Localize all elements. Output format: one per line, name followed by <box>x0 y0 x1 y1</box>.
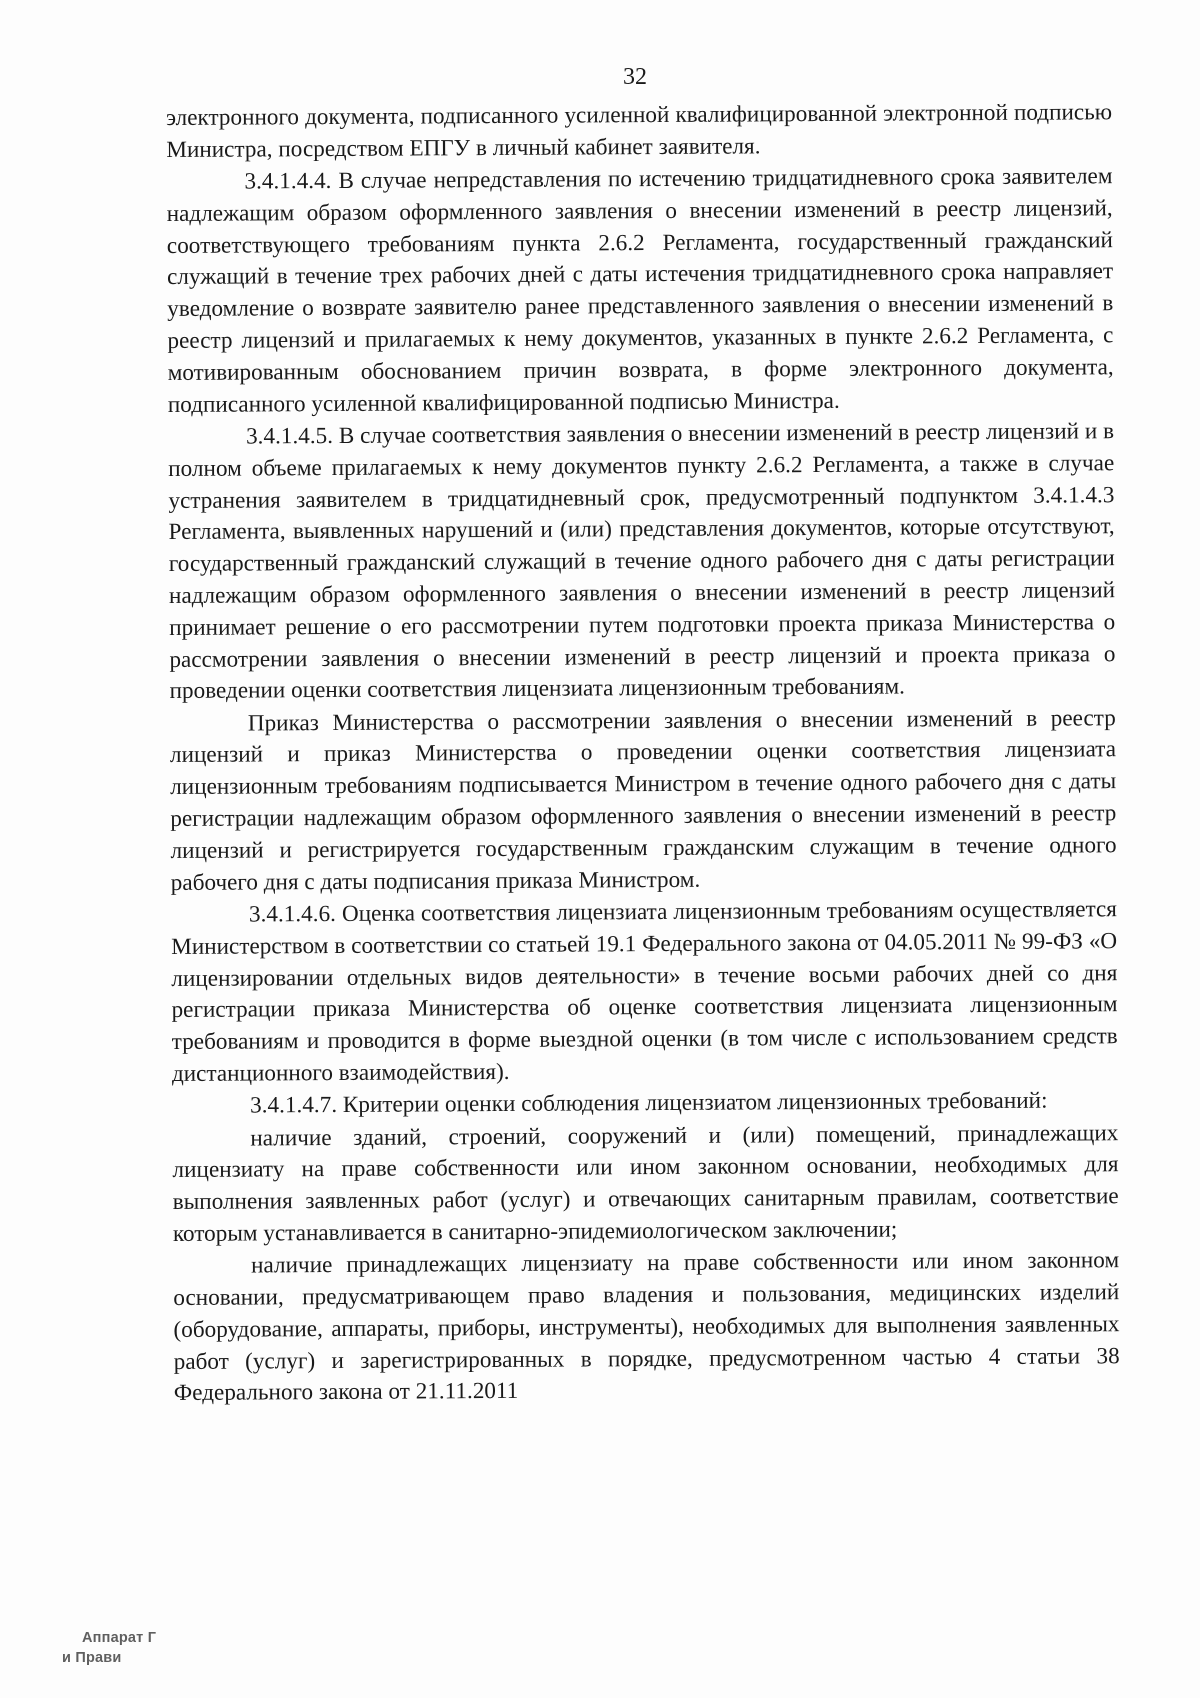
paragraph-criteria-buildings: наличие зданий, строений, сооружений и (или) помещений, принадлежащих лицензиату на праве собственности или ином законном основании, необходимых для выполнения заявленных работ (услуг) и отвечающих санитарным правилам, соответствие которым устанавливается в санитарно-эпидемиологическом заключении; <box>172 1119 1119 1247</box>
page-number: 32 <box>623 64 647 90</box>
paragraph-criteria-medical-devices: наличие принадлежащих лицензиату на праве собственности или ином законном основании, предусматривающем право владения и пользования, медицинских изделий (оборудование, аппараты, приборы, инструменты), необходимых для выполнения заявленных работ (услуг) и зарегистрированных в порядке, предусмотренном частью 4 статьи 38 Федерального закона от 21.11.2011 <box>173 1247 1120 1407</box>
paragraph-3-4-1-4-7: 3.4.1.4.7. Критерии оценки соблюдения лицензиатом лицензионных требований: <box>250 1087 1048 1119</box>
paragraph-order-signing: Приказ Министерства о рассмотрении заявления о внесении изменений в реестр лицензий и приказ Министерства о проведении оценки соответствия лицензиата лицензионным требованиям подписывается Министром в течение одного рабочего дня с даты регистрации надлежащим образом оформленного заявления о внесении изменений в реестр лицензий и регистрируется государственным гражданским служащим в течение одного рабочего дня с даты подписания приказа Министром. <box>169 704 1117 896</box>
document-body <box>166 97 1120 1410</box>
stamp-line-1: Аппарат Г <box>82 1630 157 1646</box>
paragraph-3-4-1-4-5: 3.4.1.4.5. В случае соответствия заявления о внесении изменений в реестр лицензий и в полном объеме прилагаемых к нему документов пункту 2.6.2 Регламента, а также в случае устранения заявителем в тридцатидневный срок, предусмотренный подпунктом 3.4.1.4.3 Регламента, выявленных нарушений и (или) представления документов, которые отсутствуют, государственный гражданский служащий в течение одного рабочего дня с даты регистрации надлежащим образом оформленного заявления о внесении изменений в реестр лицензий принимает решение о его рассмотрении путем подготовки проекта приказа Министерства о рассмотрении заявления о внесении изменений в реестр лицензий и проекта приказа о проведении оценки соответствия лицензиата лицензионным требованиям. <box>168 418 1116 705</box>
paragraph-3-4-1-4-6: 3.4.1.4.6. Оценка соответствия лицензиата лицензионным требованиям осуществляется Министерством в соответствии со статьей 19.1 Федерального закона от 04.05.2011 № 99-ФЗ «О лицензировании отдельных видов деятельности» в течение восьми рабочих дней со дня регистрации приказа Министерства об оценке соответствия лицензиата лицензионным требованиям и проводится в форме выездной оценки (в том числе с использованием средств дистанционного взаимодействия). <box>171 896 1118 1087</box>
stamp-line-2: и Прави <box>62 1650 122 1666</box>
office-stamp <box>62 1628 156 1668</box>
paragraph-3-4-1-4-4: 3.4.1.4.4. В случае непредставления по истечению тридцатидневного срока заявителем надлежащим образом оформленного заявления о внесении изменений в реестр лицензий, соответствующего требованиям пункта 2.6.2 Регламента, государственный гражданский служащий в течение трех рабочих дней с даты истечения тридцатидневного срока направляет уведомление о возврате заявителю ранее представленного заявления о внесении изменений в реестр лицензий и прилагаемых к нему документов, указанных в пункте 2.6.2 Регламента, с мотивированным обоснованием причин возврата, в форме электронного документа, подписанного усиленной квалифицированной подписью Министра. <box>166 163 1114 418</box>
paragraph-1: электронного документа, подписанного усиленной квалифицированной электронной подписью Министра, посредством ЕПГУ в личный кабинет заявителя. <box>166 99 1113 163</box>
